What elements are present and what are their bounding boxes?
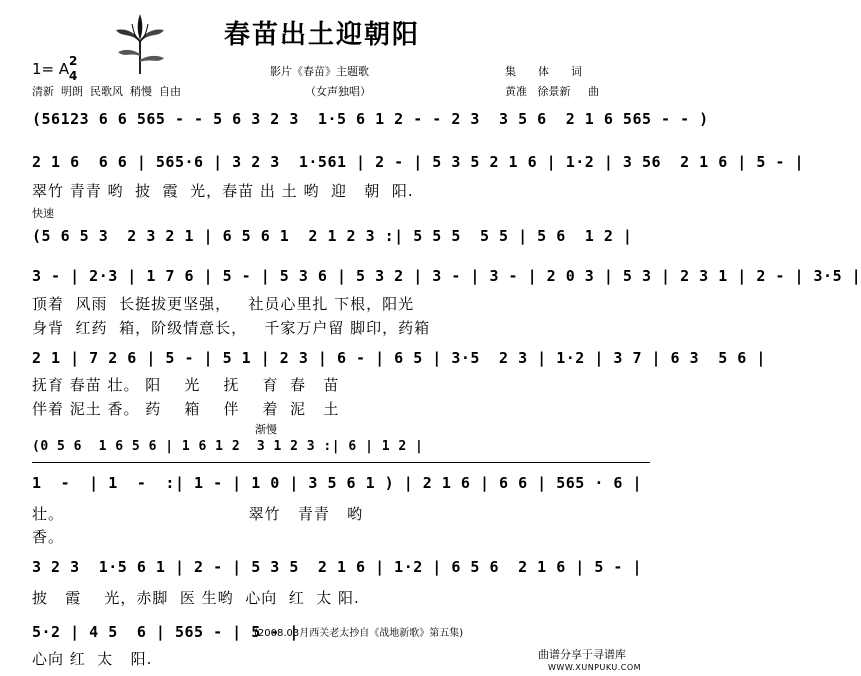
notation-row-8: 5·2 | 4 5 6 | 565 - | 5 - | [32, 623, 299, 641]
lyrics-row-8: 心向 红 太 阳. [32, 650, 153, 668]
lily-flower-illustration [112, 12, 168, 74]
watermark-text: 曲谱分享于寻谱库 [538, 648, 626, 661]
lyrics-row-4-verse-1: 顶着 风雨 长挺拔更坚强， 社员心里扎 下根，阳光 [32, 295, 415, 313]
lyrics-row-6-verse-1: 壮。 翠竹 青青 哟 [32, 505, 364, 523]
composer-credit: 黄准 徐景新 曲 [505, 85, 599, 98]
notation-row-3: (5 6 5 3 2 3 2 1 | 6 5 6 1 2 1 2 3 :| 5 5 5 5 5 | 5 6 1 2 | [32, 227, 633, 245]
key-signature: 1= A [32, 60, 70, 78]
time-signature-numerator: 2 [69, 54, 78, 68]
lyrics-row-5-verse-1: 抚育 春苗 壮。 阳 光 抚 育 春 苗 [32, 376, 340, 394]
performer-note: （女声独唱） [305, 85, 371, 98]
watermark-url: WWW.XUNPUKU.COM [548, 663, 642, 672]
notation-row-6: 1 - | 1 - :| 1 - | 1 0 | 3 5 6 1 ) | 2 1 6 | 6 6 | 565 · 6 | [32, 474, 642, 492]
notation-row-7: 3 2 3 1·5 6 1 | 2 - | 5 3 5 2 1 6 | 1·2 | 6 5 6 2 1 6 | 5 - | [32, 558, 642, 576]
system-line [32, 462, 650, 463]
notation-row-6-top: (0 5 6 1 6 5 6 | 1 6 1 2 3 1 2 3 :| 6 | 1 2 | [32, 439, 424, 454]
lyrics-row-5-verse-2: 伴着 泥土 香。 药 箱 伴 着 泥 土 [32, 400, 340, 418]
source-credit: 影片《春苗》主题歌 [270, 65, 369, 78]
time-signature-denominator: 4 [69, 69, 78, 83]
tempo-style: 清新 明朗 民歌风 稍慢 自由 [32, 85, 181, 98]
lyrics-row-6-verse-2: 香。 [32, 528, 65, 546]
notation-row-4: 3 - | 2·3 | 1 7 6 | 5 - | 5 3 6 | 5 3 2 | 3 - | 3 - | 2 0 3 | 5 3 | 2 3 1 | 2 - | 3·5 | [32, 267, 861, 285]
tempo-fast: 快速 [32, 207, 54, 220]
tempo-slow: 渐慢 [255, 423, 277, 436]
lyrics-row-7: 披 霞 光，赤脚 医 生哟 心向 红 太 阳. [32, 589, 360, 607]
lyrics-row-2: 翠竹 青青 哟 披 霞 光，春苗 出 土 哟 迎 朝 阳. [32, 182, 414, 200]
lyricist-credit: 集 体 词 [505, 65, 582, 78]
transcription-note: (2008.03月西关老太抄自《战地新歌》第五集) [254, 628, 464, 639]
lyrics-row-4-verse-2: 身背 红药 箱，阶级情意长， 千家万户留 脚印，药箱 [32, 319, 431, 337]
notation-row-1: (56123 6 6 565 - - 5 6 3 2 3 1·5 6 1 2 - - 2 3 3 5 6 2 1 6 565 - - ) [32, 110, 709, 128]
song-title: 春苗出土迎朝阳 [224, 20, 421, 50]
notation-row-2: 2 1 6 6 6 | 565·6 | 3 2 3 1·561 | 2 - | 5 3 5 2 1 6 | 1·2 | 3 56 2 1 6 | 5 - | [32, 153, 804, 171]
notation-row-5: 2 1 | 7 2 6 | 5 - | 5 1 | 2 3 | 6 - | 6 5 | 3·5 2 3 | 1·2 | 3 7 | 6 3 5 6 | [32, 349, 766, 367]
